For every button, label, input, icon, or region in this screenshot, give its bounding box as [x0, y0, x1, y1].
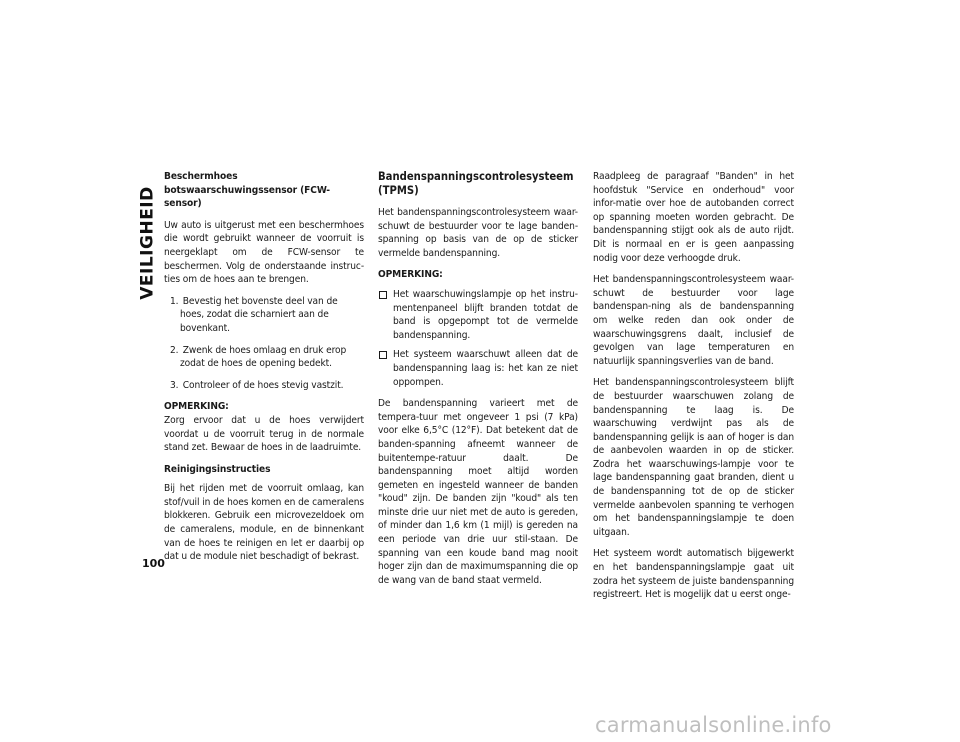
tpms-notes-list [378, 288, 578, 389]
step-number: 1. [170, 295, 179, 307]
column-2 [378, 170, 578, 595]
checkbox-bullet-icon [379, 351, 387, 359]
note-text: Zorg ervoor dat u de hoes verwijdert voordat u de voorruit terug in de normale stand zet. Bewaar de hoes in de laadruimte. [164, 414, 364, 454]
tpms-note-item [378, 348, 578, 389]
page-number: 100 [142, 557, 165, 570]
tpms-note-text: Het waarschuwingslampje op het instru-mentenpaneel blijft branden totdat de band is opgepompt tot de vermelde bandenspanning. [393, 288, 578, 341]
col3-paragraph-3: Het bandenspanningscontrolesysteem blijft de bestuurder waarschuwen zolang de bandenspanning te laag is. De waarschuwing verdwijnt pas als de bandenspanning gelijk is aan of hoger is dan de aanbevolen waarden in op de sticker. Zodra het waarschuwings-lampje voor te lage bandenspanning gaat branden, dient u de bandenspanning tot de op de sticker vermelde aanbevolen spanning te verhogen om het bandenspanningslampje te doen uitgaan. [593, 377, 794, 538]
tpms-body: De bandenspanning varieert met de tempera-tuur met ongeveer 1 psi (7 kPa) voor elke 6,5°C (12°F). Dat betekent dat de banden-spanning afneemt wanneer de buitentempe-ratuur daalt. De bandenspanning moet altijd worden gemeten en ingesteld wanneer de banden "koud" zijn. De banden zijn "koud" als ten minste drie uur niet met de auto is gereden, of minder dan 1,6 km (1 mijl) is gereden na een periode van drie uur stil-staan. De spanning van een koude band mag nooit hoger zijn dan de maximumspanning die op de wang van de band staat vermeld. [378, 398, 578, 586]
step-text: Controleer of de hoes stevig vastzit. [182, 379, 344, 391]
note-label: OPMERKING: [164, 401, 229, 413]
col3-paragraph-1: Raadpleeg de paragraaf "Banden" in het hoofdstuk "Service en onderhoud" voor infor-matie over hoe de autobanden correct op spanning moeten worden gebracht. De bandenspanning stijgt ook als de auto rijdt. Dit is normaal en er is geen aanpassing nodig voor deze verhoogde druk. [593, 171, 794, 264]
install-steps-list [164, 295, 364, 393]
col3-paragraph-2: Het bandenspanningscontrolesysteem waar-schuwt de bestuurder voor lage bandenspan-ning als de bandenspanning om welke reden dan ook onder de waarschuwingsgrens daalt, inclusief de gevolgen van lage temperaturen en natuurlijk spanningsverlies van de band. [593, 274, 794, 367]
fcw-cover-intro: Uw auto is uitgerust met een beschermhoes die wordt gebruikt wanneer de voorruit is neergeklapt om de FCW-sensor te beschermen. Volg de onderstaande instruc-ties om de hoes aan te brengen. [164, 219, 364, 286]
cleaning-text: Bij het rijden met de voorruit omlaag, kan stof/vuil in de hoes komen en de cameralens blokkeren. Gebruik een microvezeldoek om de cameralens, module, en de binnenkant van de hoes te reinigen en let er daarbij op dat u de module niet beschadigt of bekrast. [164, 483, 364, 563]
col3-paragraph-4: Het systeem wordt automatisch bijgewerkt en het bandenspanningslampje gaat uit zodra het systeem de juiste bandenspanning registreert. Het is mogelijk dat u eerst onge- [593, 548, 794, 601]
section-title: VEILIGHEID [138, 185, 159, 300]
install-step [164, 295, 364, 336]
install-step [164, 379, 364, 393]
step-text: Zwenk de hoes omlaag en druk erop zodat de hoes de opening bedekt. [180, 344, 347, 370]
tpms-note-item [378, 288, 578, 342]
section-side-label [133, 155, 163, 330]
checkbox-bullet-icon [379, 291, 387, 299]
tpms-note-label: OPMERKING: [378, 269, 443, 281]
step-number: 3. [170, 379, 179, 391]
step-text: Bevestig het bovenste deel van de hoes, zodat die scharniert aan de bovenkant. [180, 295, 338, 334]
tpms-note-text: Het systeem waarschuwt alleen dat de bandenspanning laag is: het kan ze niet oppompen. [393, 349, 578, 388]
tpms-intro: Het bandenspanningscontrolesysteem waar-schuwt de bestuurder voor te lage banden-spanning op basis van de op de sticker vermelde bandenspanning. [378, 207, 578, 259]
column-1 [164, 170, 364, 572]
tpms-heading: Bandenspanningscontrolesysteem (TPMS) [378, 170, 574, 197]
column-3 [593, 170, 794, 610]
fcw-cover-heading: Beschermhoes botswaarschuwingssensor (FCW-sensor) [164, 171, 330, 210]
step-number: 2. [170, 344, 179, 356]
watermark: carmanualsonline.info [595, 713, 832, 737]
cleaning-heading: Reinigingsinstructies [164, 463, 271, 475]
install-step [164, 344, 364, 371]
